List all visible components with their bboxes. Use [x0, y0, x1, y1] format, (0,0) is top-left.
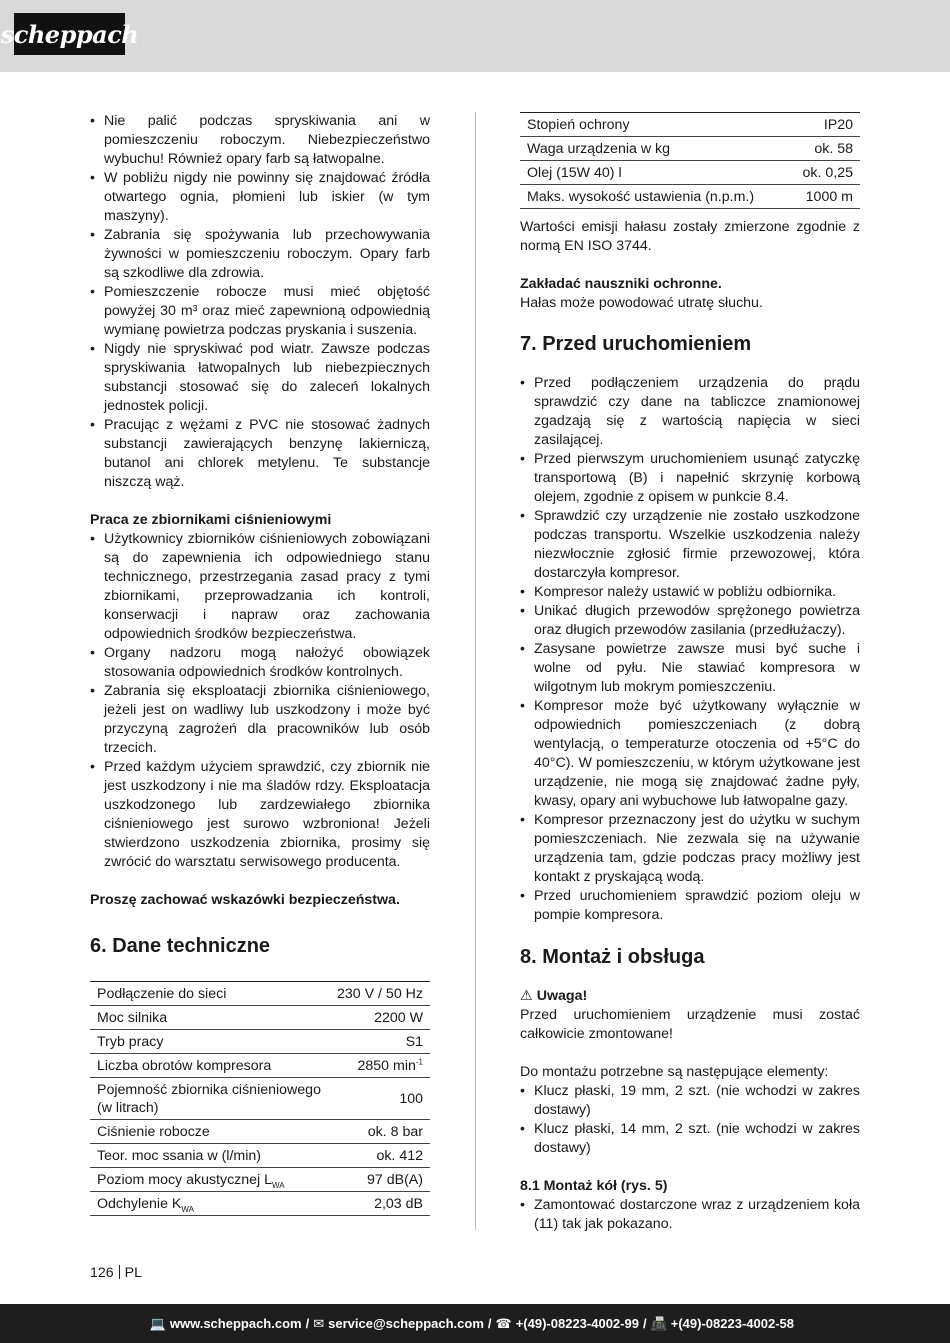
noise-text: Wartości emisji hałasu zostały zmierzone zgodnie z normą EN ISO 3744.	[520, 219, 860, 254]
spec-value: ok. 8 bar	[330, 1120, 430, 1144]
before-start-bullet-list	[520, 374, 860, 925]
spec-label: Poziom mocy akustycznej $L_{WA}$	[90, 1168, 330, 1192]
spec-label: Pojemność zbiornika ciśnieniowego (w litrach)	[90, 1078, 330, 1120]
page-number-value: 126	[90, 1265, 114, 1281]
table-row	[90, 1006, 430, 1030]
page-language: PL	[124, 1265, 143, 1281]
spec-value: 2,03 dB	[330, 1192, 430, 1216]
warning-text: Przed uruchomieniem urządzenie musi zostać całkowicie zmontowane!	[520, 1007, 860, 1042]
list-item: • Kompresor może być użytkowany wyłącznie w odpowiednich pomieszczeniach (z dobrą wentylacją, o temperaturze otoczenia od +5°C do 40°C). W pomieszczeniu, w którym użytkowane jest urządzenie, nie mogą się znajdować żadne pyły, kwasy, opary ani wybuchowe lub łatwopalne gazy.	[520, 697, 860, 811]
table-row	[90, 1030, 430, 1054]
list-item: • W pobliżu nigdy nie powinny się znajdować źródła otwartego ognia, płomieni lub iskier (w tym maszyny).	[90, 169, 430, 226]
spec-label: Odchylenie $K_{WA}$	[90, 1192, 330, 1216]
spec-value: ok. 58	[788, 137, 860, 161]
footer-phone: +(49)-08223-4002-99	[515, 1316, 639, 1331]
list-item: • Organy nadzoru mogą nałożyć obowiązek stosowania odpowiednich środków kontrolnych.	[90, 644, 430, 682]
table-row	[90, 1078, 430, 1120]
list-item: • Kompresor należy ustawić w pobliżu odbiornika.	[520, 583, 860, 602]
safety-note: Proszę zachować wskazówki bezpieczeństwa.	[90, 892, 400, 908]
list-item: • Klucz płaski, 19 mm, 2 szt. (nie wchodzi w zakres dostawy)	[520, 1082, 860, 1120]
right-column	[520, 112, 860, 1234]
spec-label: Moc silnika	[90, 1006, 330, 1030]
spec-value: 1000 m	[788, 185, 860, 209]
spec-value: S1	[330, 1030, 430, 1054]
list-item: • Nie palić podczas spryskiwania ani w pomieszczeniu roboczym. Niebezpieczeństwo wybuchu! Również opary farb są łatwopalne.	[90, 112, 430, 169]
list-item: • Zamontować dostarczone wraz z urządzeniem koła (11) tak jak pokazano.	[520, 1196, 860, 1234]
safety-bullet-list	[90, 112, 430, 492]
brand-logo: scheppach	[14, 13, 125, 55]
table-row	[90, 1192, 430, 1216]
section-8-1-title: 8.1 Montaż kół (rys. 5)	[520, 1178, 668, 1194]
table-row	[520, 161, 860, 185]
list-item: • Przed każdym użyciem sprawdzić, czy zbiornik nie jest uszkodzony i nie ma śladów rdzy. Eksploatacja uszkodzonego lub zardzewiałego zbiornika ciśnieniowego jest surowo wzbroniona! Jeżeli stwierdzono uszkodzenia zbiornika, prosimy się zwrócić do warsztatu serwisowego producenta.	[90, 758, 430, 872]
tech-data-table-continued	[520, 112, 860, 209]
column-divider	[475, 112, 476, 1230]
table-row	[520, 185, 860, 209]
table-row	[90, 1054, 430, 1078]
list-item: • Sprawdzić czy urządzenie nie zostało uszkodzone podczas transportu. Wszelkie uszkodzenia należy niezwłocznie zgłosić firmie przewozowej, która dostarczyła kompresor.	[520, 507, 860, 583]
list-item: • Pracując z wężami z PVC nie stosować żadnych substancji zawierających benzynę lakierniczą, butanol ani chlorek metylenu. Te substancje niszczą wąż.	[90, 416, 430, 492]
list-item: • Zasysane powietrze zawsze musi być suche i wolne od pyłu. Nie stawiać kompresora w wilgotnym lub mokrym pomieszczeniu.	[520, 640, 860, 697]
parts-intro: Do montażu potrzebne są następujące elementy:	[520, 1064, 829, 1080]
spec-label: Maks. wysokość ustawienia (n.p.m.)	[520, 185, 788, 209]
spec-label: Podłączenie do sieci	[90, 982, 330, 1006]
section-6-title: 6. Dane techniczne	[90, 935, 271, 957]
footer-email[interactable]: service@scheppach.com	[328, 1316, 484, 1331]
section-7-title: 7. Przed uruchomieniem	[520, 333, 752, 355]
page-number	[90, 1265, 142, 1281]
wheel-mount-bullet-list	[520, 1196, 860, 1234]
table-row	[520, 137, 860, 161]
footer-bar: 💻 www.scheppach.com / ✉ service@scheppach.com / ☎ +(49)-08223-4002-99 / 📠 +(49)-08223-4002-58	[0, 1304, 950, 1343]
list-item: • Przed uruchomieniem sprawdzić poziom oleju w pompie kompresora.	[520, 887, 860, 925]
fax-icon: 📠	[650, 1315, 667, 1331]
list-item: • Przed podłączeniem urządzenia do prądu sprawdzić czy dane na tabliczce znamionowej zgadzają się z wartością napięcia w sieci zasilającej.	[520, 374, 860, 450]
list-item: • Nigdy nie spryskiwać pod wiatr. Zawsze podczas spryskiwania łatwopalnych lub niebezpiecznych substancji stosować się do zaleceń lokalnych jednostek policji.	[90, 340, 430, 416]
spec-label: Olej (15W 40) l	[520, 161, 788, 185]
list-item: • Pomieszczenie robocze musi mieć objętość powyżej 30 m³ oraz mieć zapewnioną odpowiednią wymianę powietrza podczas pryskania i suszenia.	[90, 283, 430, 340]
ear-protection-heading: Zakładać nauszniki ochronne.	[520, 276, 722, 292]
spec-label: Liczba obrotów kompresora	[90, 1054, 330, 1078]
phone-icon: ☎	[495, 1315, 512, 1331]
pressure-vessel-bullet-list	[90, 530, 430, 872]
spec-value: 230 V / 50 Hz	[330, 982, 430, 1006]
table-row	[90, 982, 430, 1006]
table-row	[90, 1168, 430, 1192]
list-item: • Kompresor przeznaczony jest do użytku w suchym pomieszczeniach. Nie zezwala się na używanie urządzenia tam, gdzie podczas pracy możliwy jest kontakt z pryskającą wodą.	[520, 811, 860, 887]
list-item: • Zabrania się eksploatacji zbiornika ciśnieniowego, jeżeli jest on wadliwy lub uszkodzony i może być przyczyną zagrożeń dla pracowników lub osób trzecich.	[90, 682, 430, 758]
left-column	[90, 112, 430, 1216]
list-item: • Przed pierwszym uruchomieniem usunąć zatyczkę transportową (B) i napełnić skrzynię korbową olejem, zgodnie z opisem w punkcie 8.4.	[520, 450, 860, 507]
mail-icon: ✉	[313, 1315, 325, 1331]
footer-fax: +(49)-08223-4002-58	[670, 1316, 794, 1331]
tech-data-table	[90, 981, 430, 1216]
spec-label: Stopień ochrony	[520, 113, 788, 137]
spec-label: Teor. moc ssania w (l/min)	[90, 1144, 330, 1168]
section-8-title: 8. Montaż i obsługa	[520, 946, 705, 968]
table-row	[520, 113, 860, 137]
spec-value: 100	[330, 1078, 430, 1120]
ear-protection-text: Hałas może powodować utratę słuchu.	[520, 295, 763, 311]
footer-web[interactable]: www.scheppach.com	[169, 1316, 302, 1331]
spec-value: IP20	[788, 113, 860, 137]
warning-heading	[520, 987, 860, 1006]
parts-bullet-list	[520, 1082, 860, 1158]
spec-value: 97 dB(A)	[330, 1168, 430, 1192]
spec-value: 2200 W	[330, 1006, 430, 1030]
computer-icon: 💻	[149, 1315, 166, 1331]
spec-value: 2850 $\min^{-1}$	[330, 1054, 430, 1078]
table-row	[90, 1120, 430, 1144]
warning-triangle-icon: ⚠	[520, 988, 533, 1004]
list-item: • Unikać długich przewodów sprężonego powietrza oraz długich przewodów zasilania (przedłużaczy).	[520, 602, 860, 640]
table-row	[90, 1144, 430, 1168]
list-item: • Zabrania się spożywania lub przechowywania żywności w pomieszczeniu roboczym. Opary farb są szkodliwe dla zdrowia.	[90, 226, 430, 283]
spec-label: Waga urządzenia w kg	[520, 137, 788, 161]
spec-value: ok. 412	[330, 1144, 430, 1168]
pressure-vessel-heading: Praca ze zbiornikami ciśnieniowymi	[90, 512, 332, 528]
spec-value: ok. 0,25	[788, 161, 860, 185]
header-bar	[0, 0, 950, 72]
warning-label: Uwaga!	[536, 988, 588, 1004]
spec-label: Ciśnienie robocze	[90, 1120, 330, 1144]
list-item: • Użytkownicy zbiorników ciśnieniowych zobowiązani są do zapewnienia ich odpowiedniego stanu technicznego, przestrzegania zasad pracy z tymi zbiornikami, przeprowadzania ich kontroli, konserwacji i napraw oraz zachowania odpowiednich środków bezpieczeństwa.	[90, 530, 430, 644]
list-item: • Klucz płaski, 14 mm, 2 szt. (nie wchodzi w zakres dostawy)	[520, 1120, 860, 1158]
spec-label: Tryb pracy	[90, 1030, 330, 1054]
